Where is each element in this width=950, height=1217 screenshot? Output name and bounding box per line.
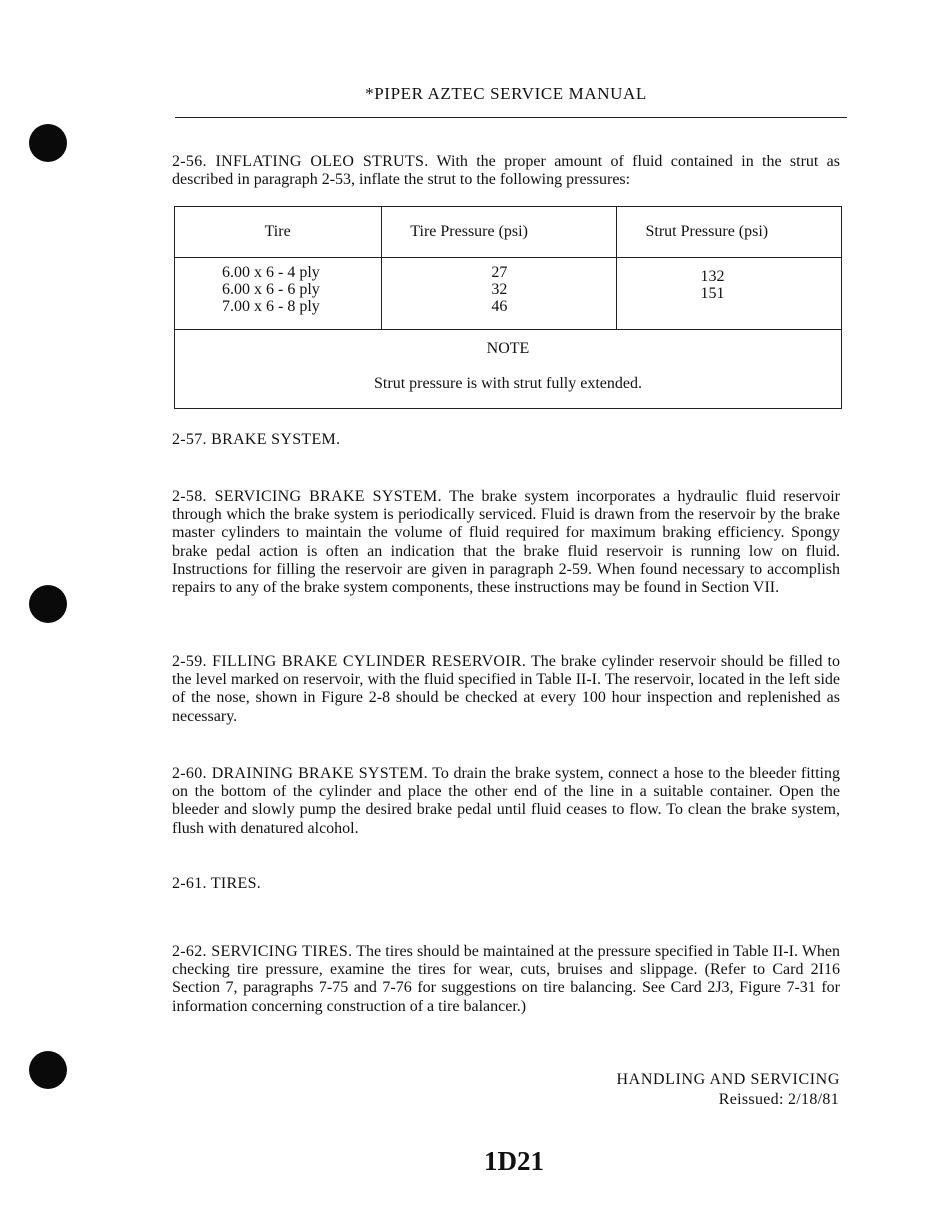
paragraph-heading: 2-60. DRAINING BRAKE SYSTEM.: [172, 765, 428, 782]
footer-section-title: HANDLING AND SERVICING: [616, 1071, 840, 1088]
tire-sizes-cell: [175, 258, 382, 330]
paragraph-text: The brake cylinder reservoir should be filled to the level marked on reservoir, with the fluid specified in Table II-I. The reservoir, located in the left side of the nose, shown in Figure 2-8 should be checked at every 100 hour inspection and replenished as necessary.: [172, 653, 840, 725]
strut-pressures-cell: [617, 258, 842, 330]
paragraph-heading: 2-56. INFLATING OLEO STRUTS.: [172, 153, 429, 170]
header-tire-pressure: Tire Pressure (psi): [382, 207, 617, 258]
paragraph-heading: 2-58. SERVICING BRAKE SYSTEM.: [172, 488, 442, 505]
paragraph-2-60: [172, 765, 840, 838]
header-strut-pressure: Strut Pressure (psi): [617, 207, 842, 258]
note-text: Strut pressure is with strut fully extended.: [374, 375, 642, 392]
section-2-61-title: 2-61. TIRES.: [172, 875, 262, 892]
tire-pressure: 46: [491, 298, 508, 315]
tire-pressures-cell: [382, 258, 617, 330]
pressure-table: [174, 206, 842, 409]
binder-hole-bottom: [29, 1051, 67, 1089]
manual-header: *PIPER AZTEC SERVICE MANUAL: [365, 84, 647, 103]
paragraph-text: With the proper amount of fluid contained in the strut as described in paragraph 2-53, inflate the strut to the following pressures:: [172, 153, 840, 189]
binder-hole-top: [29, 124, 67, 162]
paragraph-2-56: [172, 153, 840, 189]
note-title: NOTE: [486, 340, 530, 357]
binder-hole-middle: [29, 585, 67, 623]
strut-pressure: 151: [700, 285, 725, 302]
paragraph-text: To drain the brake system, connect a hose to the bleeder fitting on the bottom of the cylinder and place the other end of the line in a suitable container. Open the bleeder and slowly pump the desired brake pedal until fluid ceases to flow. To clean the brake system, flush with denatured alcohol.: [172, 765, 840, 837]
paragraph-2-59: [172, 653, 840, 726]
table-row: [175, 258, 842, 330]
tire-size: 6.00 x 6 - 6 ply: [222, 281, 320, 298]
strut-pressure: 132: [700, 268, 725, 285]
header-tire: Tire: [175, 207, 382, 258]
table-header-row: [175, 207, 842, 258]
tire-pressure: 27: [491, 264, 508, 281]
paragraph-2-62: [172, 943, 840, 1016]
page-number: 1D21: [484, 1146, 544, 1176]
paragraph-2-58: [172, 488, 840, 597]
paragraph-text: The brake system incorporates a hydraulic fluid reservoir through which the brake system is periodically serviced. Fluid is drawn from the reservoir by the brake master cylinders to maintain the volume of fluid required for maximum braking efficiency. Spongy brake pedal action is often an indication that the brake fluid reservoir is running low on fluid. Instructions for filling the reservoir are given in paragraph 2-59. When found necessary to accomplish repairs to any of the brake system components, these instructions may be found in Section VII.: [172, 488, 841, 597]
tire-size: 6.00 x 6 - 4 ply: [222, 264, 320, 281]
header-rule: [175, 117, 847, 118]
tire-pressure: 32: [491, 281, 508, 298]
section-2-57-title: 2-57. BRAKE SYSTEM.: [172, 431, 341, 448]
paragraph-heading: 2-62. SERVICING TIRES.: [172, 943, 353, 960]
note-cell: [175, 330, 842, 409]
note-row: [175, 330, 842, 409]
paragraph-heading: 2-59. FILLING BRAKE CYLINDER RESERVOIR.: [172, 653, 527, 670]
tire-size: 7.00 x 6 - 8 ply: [222, 298, 320, 315]
paragraph-text: The tires should be maintained at the pressure specified in Table II-I. When checking tire pressure, examine the tires for wear, cuts, bruises and slippage. (Refer to Card 2I16 Section 7, paragraphs 7-75 and 7-76 for suggestions on tire balancing. See Card 2J3, Figure 7-31 for information concerning construction of a tire balancer.): [172, 943, 841, 1015]
footer-reissue-date: Reissued: 2/18/81: [718, 1091, 839, 1108]
